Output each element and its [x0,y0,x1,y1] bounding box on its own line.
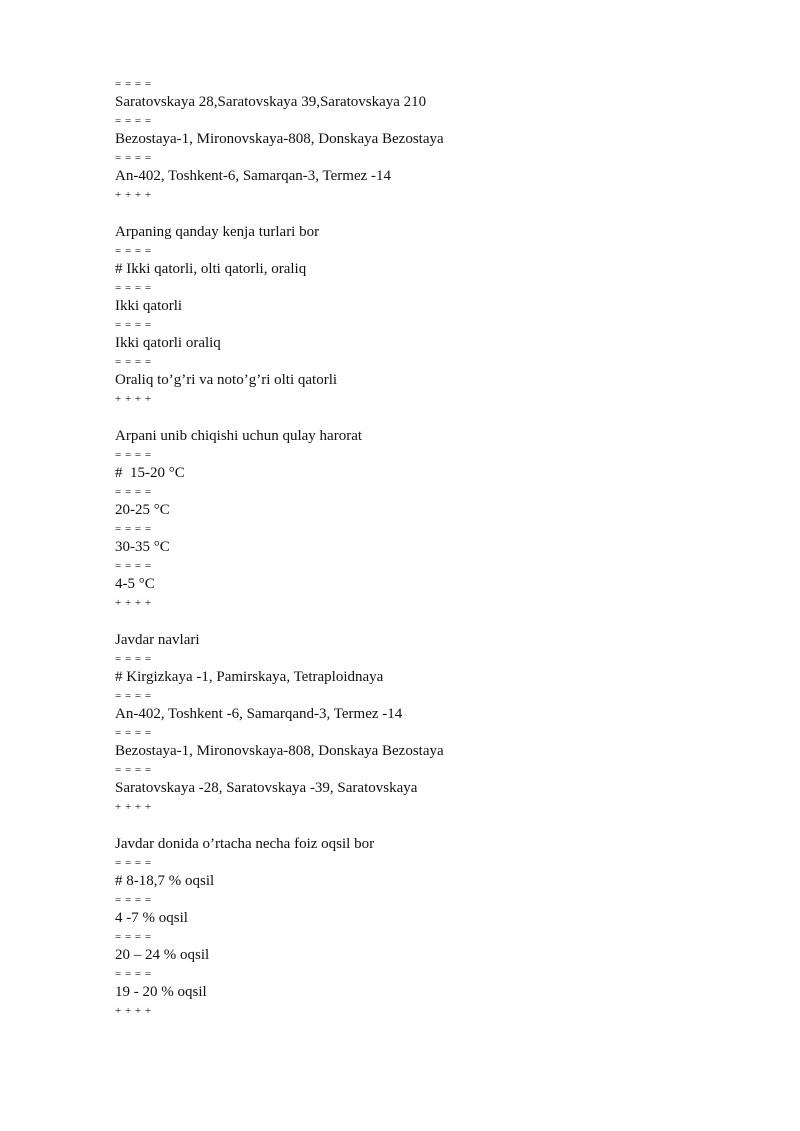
answer-option: Bezostaya-1, Mironovskaya-808, Donskaya Bezostaya [115,131,444,147]
answer-option: 4 -7 % oqsil [115,910,188,926]
answer-block [115,75,755,204]
answer-option: An-402, Toshkent-6, Samarqan-3, Termez -14 [115,168,392,184]
section-gap [115,408,755,427]
question-end-marker: + + + + [115,597,152,609]
question-block [115,427,755,612]
option-separator: = = = = [115,764,152,776]
correct-answer-option: # Ikki qatorli, olti qatorli, oraliq [115,261,307,277]
option-separator: = = = = [115,894,152,906]
question-block [115,631,755,816]
option-separator: = = = = [115,356,152,368]
question-end-marker: + + + + [115,801,152,813]
option-separator: = = = = [115,115,152,127]
question-end-marker: + + + + [115,393,152,405]
option-separator: = = = = [115,560,152,572]
answer-option: 30-35 °C [115,539,170,555]
answer-option: Saratovskaya -28, Saratovskaya -39, Saratovskaya [115,780,418,796]
question-text: Arpaning qanday kenja turlari bor [115,224,320,240]
option-separator: = = = = [115,78,152,90]
question-text: Javdar donida o’rtacha necha foiz oqsil bor [115,836,375,852]
correct-answer-option: # 15-20 °C [115,465,185,481]
option-separator: = = = = [115,727,152,739]
section-gap [115,816,755,835]
option-separator: = = = = [115,319,152,331]
answer-option: Ikki qatorli [115,298,183,314]
option-separator: = = = = [115,245,152,257]
option-separator: = = = = [115,523,152,535]
option-separator: = = = = [115,968,152,980]
section-gap [115,612,755,631]
question-end-marker: + + + + [115,189,152,201]
answer-option: Ikki qatorli oraliq [115,335,221,351]
option-separator: = = = = [115,449,152,461]
answer-option: An-402, Toshkent -6, Samarqand-3, Termez -14 [115,706,403,722]
correct-answer-option: # 8-18,7 % oqsil [115,873,215,889]
option-separator: = = = = [115,690,152,702]
answer-option: 4-5 °C [115,576,155,592]
answer-option: Oraliq to’g’ri va noto’g’ri olti qatorli [115,372,338,388]
option-separator: = = = = [115,857,152,869]
question-block [115,835,755,1020]
question-text: Arpani unib chiqishi uchun qulay harorat [115,428,363,444]
answer-option: Saratovskaya 28,Saratovskaya 39,Saratovskaya 210 [115,94,427,110]
section-gap [115,204,755,223]
option-separator: = = = = [115,653,152,665]
document-body [115,75,755,1020]
question-block [115,223,755,408]
option-separator: = = = = [115,931,152,943]
answer-option: 19 - 20 % oqsil [115,984,207,1000]
answer-option: 20 – 24 % oqsil [115,947,210,963]
question-end-marker: + + + + [115,1005,152,1017]
option-separator: = = = = [115,282,152,294]
option-separator: = = = = [115,486,152,498]
answer-option: Bezostaya-1, Mironovskaya-808, Donskaya Bezostaya [115,743,444,759]
answer-option: 20-25 °C [115,502,170,518]
correct-answer-option: # Kirgizkaya -1, Pamirskaya, Tetraploidnaya [115,669,384,685]
question-text: Javdar navlari [115,632,200,648]
option-separator: = = = = [115,152,152,164]
